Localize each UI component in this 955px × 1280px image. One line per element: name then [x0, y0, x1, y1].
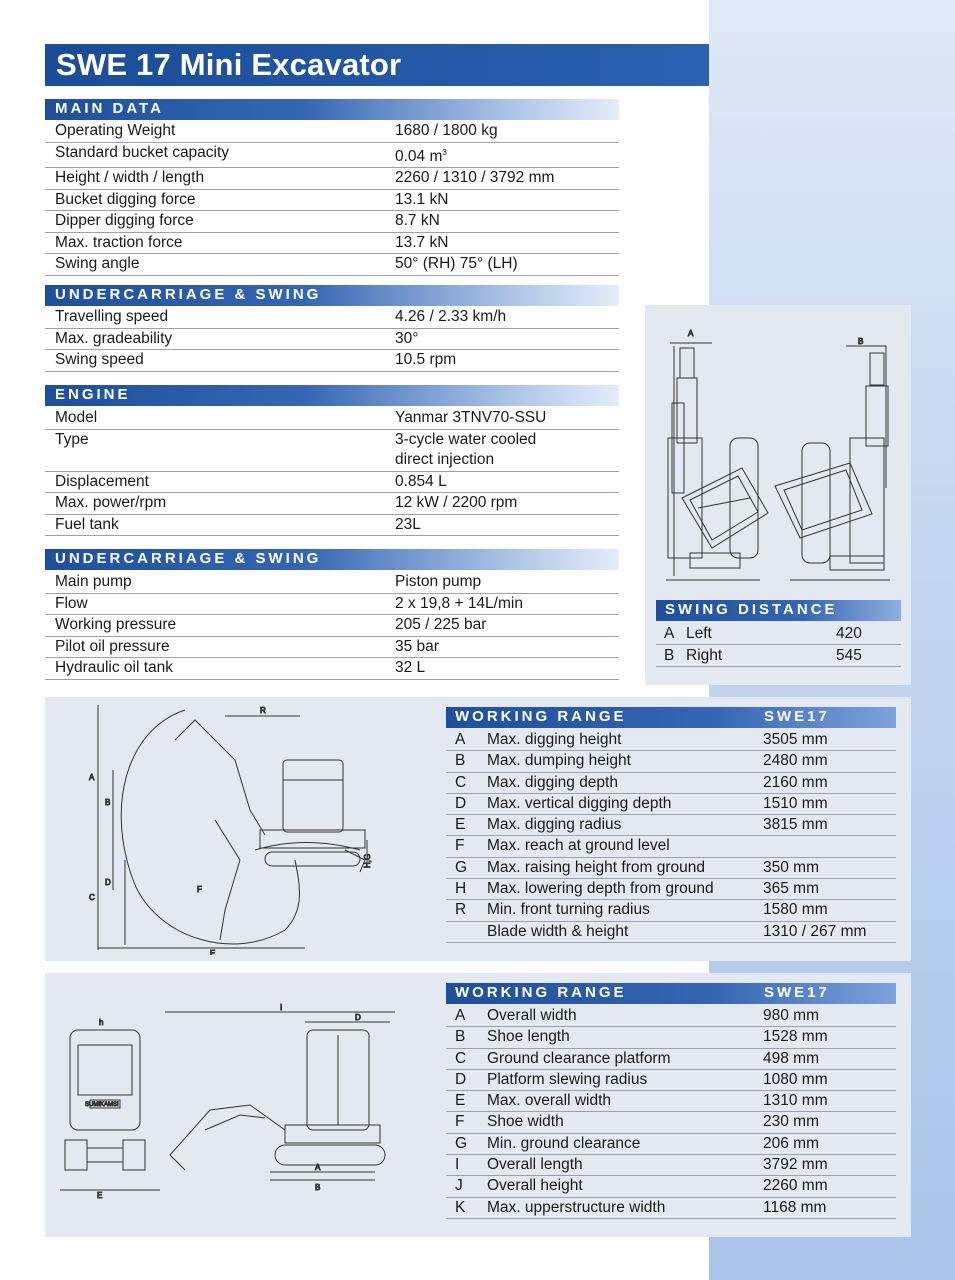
range-label: Min. ground clearance — [487, 1134, 641, 1152]
range-row — [446, 1155, 896, 1176]
swing-row — [656, 623, 901, 645]
spec-label: Max. traction force — [55, 233, 183, 251]
spec-value: 30° — [395, 329, 419, 347]
range-row — [446, 1049, 896, 1070]
spec-value: direct injection — [395, 451, 495, 468]
spec-value: 2 x 19,8 + 14L/min — [395, 594, 523, 612]
spec-value-text: 0.04 m — [395, 147, 443, 165]
range-key: J — [455, 1177, 463, 1195]
spec-row — [45, 430, 619, 451]
range-row — [446, 900, 896, 921]
spec-row — [45, 254, 619, 276]
range-row — [446, 1091, 896, 1112]
section-heading-undercarriage: UNDERCARRIAGE & SWING — [45, 285, 619, 306]
range-label-hg: H,G — [363, 853, 372, 868]
range-row — [446, 1006, 896, 1027]
spec-value: Yanmar 3TNV70-SSU — [395, 409, 547, 426]
range-row — [446, 1198, 896, 1219]
swing-row — [656, 645, 901, 667]
range-key: D — [455, 1070, 467, 1088]
range-label: Overall length — [487, 1156, 583, 1174]
range-key: E — [455, 816, 466, 834]
range-key: E — [455, 1092, 466, 1110]
spec-value: 50° (RH) 75° (LH) — [395, 255, 518, 272]
range-label: Overall height — [487, 1177, 583, 1195]
dim-label-b: B — [315, 1183, 321, 1192]
range-label: Shoe width — [487, 1113, 564, 1131]
range-key: D — [455, 794, 467, 812]
spec-value: 13.1 kN — [395, 190, 449, 208]
brand-plate-text: SUMIKAMSI — [85, 1102, 119, 1108]
spec-row — [45, 143, 619, 169]
spec-row — [45, 168, 619, 190]
range-value: 1310 / 267 mm — [763, 922, 867, 940]
section-heading-main-data: MAIN DATA — [45, 99, 619, 120]
range-value: 3505 mm — [763, 731, 828, 748]
spec-label: Travelling speed — [55, 308, 169, 325]
spec-row — [45, 350, 619, 372]
range-label: Max. raising height from ground — [487, 858, 705, 876]
range-value: 1310 mm — [763, 1092, 828, 1110]
range-value: 1168 mm — [763, 1198, 827, 1216]
range-key: C — [455, 773, 467, 791]
spec-value: 1680 / 1800 kg — [395, 122, 498, 139]
working-range-model: SWE17 — [764, 984, 830, 1001]
range-row — [446, 815, 896, 836]
swing-label: Left — [686, 625, 712, 642]
spec-row — [45, 307, 619, 329]
range-label: Max. overall width — [487, 1092, 612, 1110]
range-key: R — [455, 901, 467, 919]
spec-label: Max. gradeability — [55, 329, 173, 347]
working-range-heading-1 — [446, 707, 896, 728]
dim-label-i: I — [280, 1003, 283, 1012]
spec-value: 35 bar — [395, 637, 439, 655]
spec-label: Model — [55, 409, 98, 426]
range-label: Overall width — [487, 1007, 577, 1024]
range-key — [446, 922, 487, 942]
page-title: SWE 17 Mini Excavator — [45, 44, 709, 86]
spec-label: Displacement — [55, 472, 149, 490]
range-value — [763, 836, 896, 856]
range-label-r: R — [260, 706, 266, 715]
spec-value: 0.854 L — [395, 472, 447, 490]
swing-distance-table — [656, 623, 901, 667]
undercarriage-table — [45, 307, 619, 372]
range-value: 498 mm — [763, 1049, 819, 1067]
spec-value: 8.7 kN — [395, 212, 440, 229]
range-row — [446, 879, 896, 900]
range-key: A — [455, 731, 466, 748]
dim-label-d: D — [355, 1013, 361, 1022]
range-label-c: C — [89, 893, 95, 902]
range-value: 206 mm — [763, 1134, 819, 1152]
range-label-a: A — [89, 773, 95, 782]
spec-label: Operating Weight — [55, 122, 176, 139]
range-key: G — [455, 1134, 468, 1152]
spec-label: Fuel tank — [55, 515, 119, 533]
engine-table — [45, 408, 619, 536]
spec-value — [395, 143, 619, 168]
swing-value: 420 — [836, 625, 862, 642]
range-label: Max. digging depth — [487, 773, 618, 791]
range-value: 1528 mm — [763, 1028, 828, 1046]
working-range-title: WORKING RANGE — [455, 984, 627, 1001]
swing-key: A — [664, 625, 675, 642]
spec-label: Swing speed — [55, 351, 144, 368]
spec-row-continued — [45, 450, 619, 472]
range-row — [446, 773, 896, 794]
dim-label-a: A — [315, 1163, 321, 1172]
range-value: 2480 mm — [763, 752, 828, 770]
range-label: Max. upperstructure width — [487, 1198, 666, 1216]
spec-value: 13.7 kN — [395, 233, 449, 251]
spec-label: Flow — [55, 594, 88, 612]
spec-row — [45, 408, 619, 430]
range-value: 230 mm — [763, 1113, 819, 1131]
spec-value: 23L — [395, 515, 421, 533]
spec-value: 32 L — [395, 659, 426, 676]
spec-row — [45, 615, 619, 637]
range-key: K — [455, 1198, 466, 1216]
spec-row — [45, 472, 619, 494]
range-row — [446, 751, 896, 772]
range-row — [446, 1176, 896, 1197]
range-value: 350 mm — [763, 858, 819, 876]
hydraulics-table — [45, 572, 619, 680]
range-value: 2260 mm — [763, 1177, 828, 1195]
spec-label: Standard bucket capacity — [55, 143, 230, 161]
range-label: Platform slewing radius — [487, 1070, 648, 1088]
range-row — [446, 836, 896, 857]
range-row — [446, 1112, 896, 1133]
spec-row — [45, 515, 619, 537]
working-range-table-2 — [446, 1006, 896, 1219]
range-label-e: E — [210, 949, 216, 955]
range-label: Min. front turning radius — [487, 901, 650, 919]
range-key: G — [455, 858, 468, 876]
range-value: 1510 mm — [763, 794, 828, 812]
main-data-table — [45, 121, 619, 276]
range-row — [446, 1027, 896, 1048]
range-key: H — [455, 880, 467, 898]
spec-row — [45, 121, 619, 143]
range-value: 3792 mm — [763, 1156, 828, 1174]
range-row — [446, 794, 896, 815]
range-row — [446, 922, 896, 943]
range-key: I — [455, 1156, 460, 1174]
spec-value: 12 kW / 2200 rpm — [395, 494, 518, 511]
working-range-title: WORKING RANGE — [455, 708, 627, 725]
spec-label: Max. power/rpm — [55, 494, 167, 511]
range-value: 3815 mm — [763, 816, 828, 834]
range-label: Blade width & height — [487, 922, 629, 940]
range-label-d: D — [105, 878, 111, 887]
range-key: B — [455, 752, 466, 770]
spec-label: Type — [55, 430, 89, 448]
spec-label: Bucket digging force — [55, 190, 196, 208]
spec-row — [45, 233, 619, 255]
range-label: Max. digging radius — [487, 816, 622, 834]
spec-label: Dipper digging force — [55, 212, 194, 229]
spec-label: Main pump — [55, 573, 132, 590]
dimensions-diagram — [55, 1000, 415, 1200]
spec-value: 2260 / 1310 / 3792 mm — [395, 169, 555, 186]
swing-label-a: A — [688, 329, 694, 338]
working-range-model: SWE17 — [764, 708, 830, 725]
range-key: B — [455, 1028, 466, 1046]
range-label-b: B — [105, 798, 111, 807]
working-range-table-1 — [446, 730, 896, 943]
range-row — [446, 730, 896, 751]
swing-diagram — [650, 318, 906, 596]
range-row — [446, 1134, 896, 1155]
spec-row — [45, 329, 619, 351]
range-key: C — [455, 1049, 467, 1067]
spec-row — [45, 594, 619, 616]
dim-label-h: h — [99, 1018, 104, 1027]
spec-row — [45, 637, 619, 659]
spec-row — [45, 493, 619, 515]
range-value: 365 mm — [763, 880, 819, 898]
spec-value: 10.5 rpm — [395, 351, 457, 368]
spec-row — [45, 190, 619, 212]
range-value: 980 mm — [763, 1007, 819, 1024]
range-key: F — [455, 837, 465, 855]
range-label: Max. lowering depth from ground — [487, 880, 714, 898]
spec-value: 4.26 / 2.33 km/h — [395, 308, 507, 325]
range-label: Ground clearance platform — [487, 1049, 671, 1067]
spec-value: Piston pump — [395, 573, 482, 590]
spec-row — [45, 658, 619, 680]
section-heading-hydraulics: UNDERCARRIAGE & SWING — [45, 549, 619, 570]
range-label-f: F — [197, 885, 202, 894]
range-row — [446, 1070, 896, 1091]
swing-value: 545 — [836, 647, 862, 664]
working-range-diagram — [65, 700, 385, 955]
range-label: Max. digging height — [487, 731, 622, 748]
spec-label: Hydraulic oil tank — [55, 659, 174, 676]
swing-label-b: B — [858, 337, 864, 346]
swing-distance-heading: SWING DISTANCE — [656, 600, 901, 621]
working-range-heading-2 — [446, 983, 896, 1004]
range-label: Max. dumping height — [487, 752, 631, 770]
range-row — [446, 858, 896, 879]
range-value: 2160 mm — [763, 773, 828, 791]
range-value: 1580 mm — [763, 901, 828, 919]
dim-label-e: E — [97, 1191, 103, 1200]
range-label: Max. vertical digging depth — [487, 794, 672, 812]
range-label: Max. reach at ground level — [487, 837, 670, 855]
range-label: Shoe length — [487, 1028, 570, 1046]
range-key: F — [455, 1113, 465, 1131]
swing-label: Right — [686, 647, 723, 664]
range-key: A — [455, 1007, 466, 1024]
section-heading-engine: ENGINE — [45, 385, 619, 406]
swing-key: B — [664, 647, 675, 664]
spec-row — [45, 572, 619, 594]
spec-value: 205 / 225 bar — [395, 616, 487, 633]
spec-row — [45, 211, 619, 233]
spec-label: Height / width / length — [55, 169, 205, 186]
spec-label: Swing angle — [55, 255, 140, 272]
spec-value: 3-cycle water cooled — [395, 430, 537, 448]
spec-label: Working pressure — [55, 616, 177, 633]
spec-value-sup: 3 — [442, 147, 447, 157]
range-value: 1080 mm — [763, 1070, 828, 1088]
spec-label: Pilot oil pressure — [55, 637, 170, 655]
